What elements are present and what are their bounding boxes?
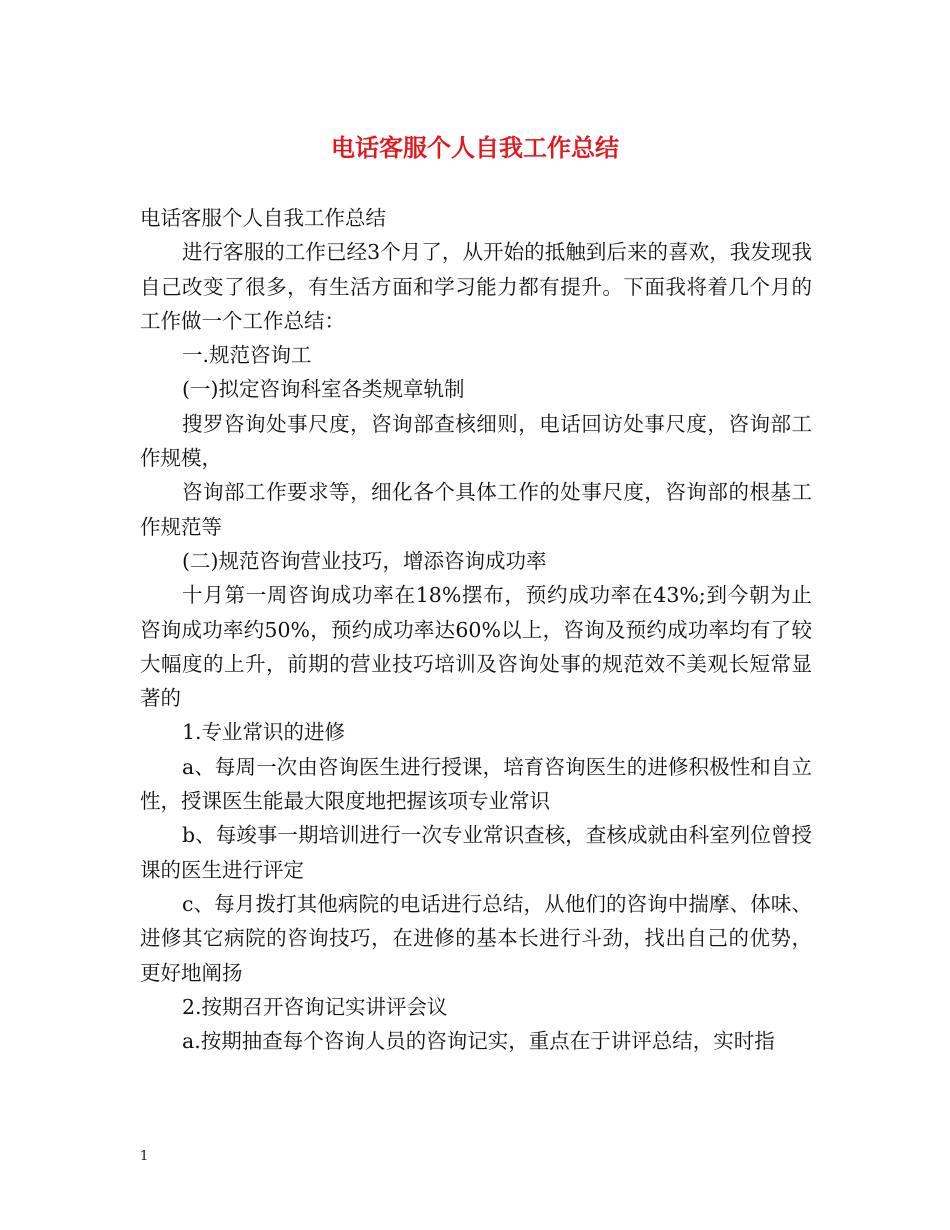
body-paragraph: 进行客服的工作已经3个月了，从开始的抵触到后来的喜欢，我发现我自己改变了很多，有生活方面和学习能力都有提升。下面我将着几个月的工作做一个工作总结： — [140, 240, 812, 333]
body-paragraph: 搜罗咨询处事尺度，咨询部查核细则，电话回访处事尺度，咨询部工作规模， — [140, 411, 812, 471]
subsection-heading: (二)规范咨询营业技巧，增添咨询成功率 — [182, 548, 547, 573]
list-heading: 2.按期召开咨询记实讲评会议 — [182, 994, 448, 1019]
list-item: a、每周一次由咨询医生进行授课，培育咨询医生的进修积极性和自立性，授课医生能最大限度地把握该项专业常识 — [140, 754, 812, 814]
subsection-heading: (一)拟定咨询科室各类规章轨制 — [182, 377, 465, 402]
body-paragraph: 电话客服个人自我工作总结 — [140, 206, 386, 230]
list-item: b、每竣事一期培训进行一次专业常识查核，查核成就由科室列位曾授课的医生进行评定 — [140, 823, 812, 882]
list-item: c、每月拨打其他病院的电话进行总结，从他们的咨询中揣摩、体味、进修其它病院的咨询技巧，在进修的基本长进行斗劲，找出自己的优势，更好地阐扬 — [140, 891, 812, 985]
document-title: 电话客服个人自我工作总结 — [331, 133, 619, 162]
list-heading: 1.专业常识的进修 — [182, 720, 346, 745]
document-body — [140, 201, 812, 1058]
section-heading: 一.规范咨询工 — [182, 343, 312, 368]
page-number: 1 — [140, 1149, 149, 1164]
list-item: a.按期抽查每个咨询人员的咨询记实，重点在于讲评总结，实时指 — [182, 1029, 775, 1054]
body-paragraph: 十月第一周咨询成功率在18%摆布，预约成功率在43%;到今朝为止咨询成功率约50%，预约成功率达60%以上，咨询及预约成功率均有了较大幅度的上升，前期的营业技巧培训及咨询处事的规范效不美观长短常显著的 — [140, 583, 812, 711]
body-paragraph: 咨询部工作要求等，细化各个具体工作的处事尺度，咨询部的根基工作规范等 — [140, 480, 812, 539]
